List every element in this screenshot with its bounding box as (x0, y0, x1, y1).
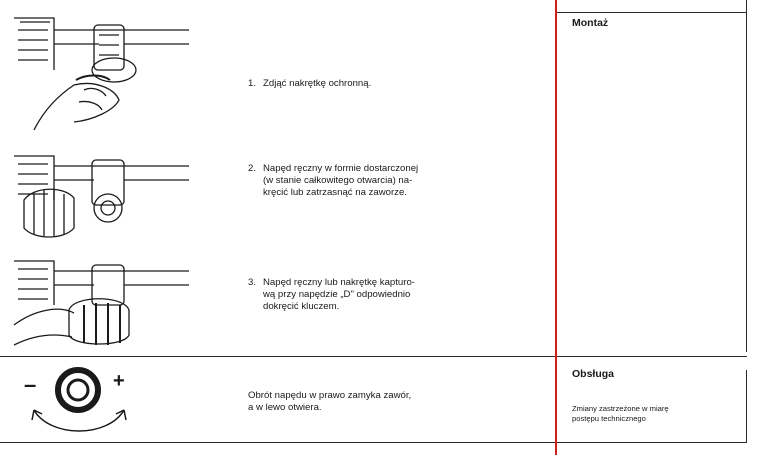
operation-title: Obsługa (572, 368, 615, 380)
section-divider-right (557, 356, 747, 357)
illustration-remove-cap (14, 10, 194, 140)
red-column-rule (555, 0, 557, 455)
section-divider (0, 356, 555, 357)
right-border-top (746, 0, 747, 14)
top-rule (555, 12, 747, 13)
mounting-title: Montaż (572, 17, 609, 29)
step-number: 3. (248, 277, 257, 288)
bottom-rule (0, 442, 747, 443)
right-border-mounting (746, 14, 747, 352)
disclaimer-note: Zmiany zastrzeżone w miarę postępu technicznego (572, 404, 669, 423)
step-number: 2. (248, 163, 257, 174)
illustration-attach-actuator (14, 150, 194, 240)
right-border-operation (746, 370, 747, 442)
plus-sign: + (113, 370, 125, 392)
step-text: Napęd ręczny lub nakrętkę kapturo- wą przy napędzie „D" odpowiednio dokręcić kluczem. (263, 277, 415, 313)
rotation-knob-icon (30, 360, 130, 440)
rotation-instruction: Obrót napędu w prawo zamyka zawór, a w lewo otwiera. (248, 390, 412, 414)
step-text: Zdjąć nakrętkę ochronną. (263, 78, 372, 89)
step-number: 1. (248, 78, 257, 89)
illustration-tighten (14, 255, 194, 350)
minus-sign: – (24, 372, 37, 397)
step-text: Napęd ręczny w formie dostarczonej (w stanie całkowitego otwarcia) na- kręcić lub zatrzasnąć na zaworze. (263, 163, 419, 199)
